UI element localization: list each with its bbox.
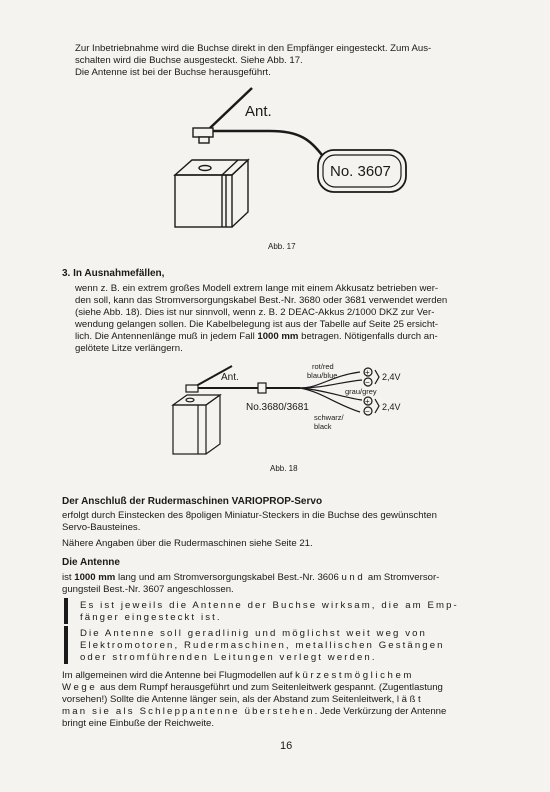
fig18-minus-2: − xyxy=(365,407,370,416)
fig18-cable-label: No.3680/3681 xyxy=(246,402,309,413)
antenna-para-line-1: Im allgemeinen wird die Antenne bei Flugmodellen auf kürzestmöglichem xyxy=(62,670,414,681)
section3-line-2: den soll, kann das Stromversorgungskabel Best.-Nr. 3680 oder 3681 verwendet werden xyxy=(75,295,448,306)
fig18-red-label: rot/red xyxy=(312,362,334,371)
fig18-caption: Abb. 18 xyxy=(270,464,298,473)
note1-line-1: Es ist jeweils die Antenne der Buchse wirksam, die am Emp- xyxy=(80,600,459,611)
fig18-grey-label: grau/grey xyxy=(345,387,377,396)
antenna-para-line-2: Wege aus dem Rumpf herausgeführt und zum Seitenleitwerk gespannt. (Zugentlastung xyxy=(62,682,443,693)
antenna-para-line-5: bringt eine Einbuße der Reichweite. xyxy=(62,718,214,729)
antenna-para-line-3: vorsehen!) Sollte die Antenne länger sein, als der Abstand zum Seitenleitwerk, läßt xyxy=(62,694,424,705)
intro-line-2: schalten wird die Buchse ausgesteckt. Siehe Abb. 17. xyxy=(75,55,303,66)
servo-line-3: Nähere Angaben über die Rudermaschinen siehe Seite 21. xyxy=(62,538,313,549)
section3-heading: 3. In Ausnahmefällen, xyxy=(62,268,165,279)
fig18-black-label-2: black xyxy=(314,422,332,431)
antenna-line-2: gungsteil Best.-Nr. 3607 angeschlossen. xyxy=(62,584,234,595)
fig17-caption: Abb. 17 xyxy=(268,242,296,251)
fig17-ant-label: Ant. xyxy=(245,103,272,120)
note-bar-2 xyxy=(64,626,68,664)
fig17-box-label: No. 3607 xyxy=(330,163,391,180)
intro-line-1: Zur Inbetriebnahme wird die Buchse direkt in den Empfänger eingesteckt. Zum Aus- xyxy=(75,43,432,54)
fig18-plus-2: + xyxy=(365,397,370,406)
section3-line-5: lich. Die Antennenlänge muß in jedem Fall 1000 mm betragen. Nötigenfalls durch an- xyxy=(75,331,438,342)
fig18-ant-label: Ant. xyxy=(221,372,239,383)
section3-line-4: wendung gelangen sollen. Die Kabelbelegung ist aus der Tabelle auf Seite 25 ersicht- xyxy=(75,319,439,330)
note2-line-1: Die Antenne soll geradlinig und möglichst weit weg von xyxy=(80,628,427,639)
fig18-blue-label: blau/blue xyxy=(307,371,338,380)
note-bar-1 xyxy=(64,598,68,624)
intro-line-3: Die Antenne ist bei der Buchse herausgeführt. xyxy=(75,67,271,78)
antenna-heading: Die Antenne xyxy=(62,557,120,568)
antenna-line-1: ist 1000 mm lang und am Stromversorgungskabel Best.-Nr. 3606 und am Stromversor- xyxy=(62,572,440,583)
section3-line-1: wenn z. B. ein extrem großes Modell extrem lange mit einem Akkusatz betrieben wer- xyxy=(75,283,439,294)
note2-line-3: oder stromführenden Leitungen verlegt werden. xyxy=(80,652,377,663)
page-number: 16 xyxy=(280,740,293,752)
note2-line-2: Elektromotoren, Rudermaschinen, metallischen Gestängen xyxy=(80,640,445,651)
servo-line-2: Servo-Bausteines. xyxy=(62,522,141,533)
fig18-plus-1: + xyxy=(365,368,370,377)
note1-line-2: fänger eingesteckt ist. xyxy=(80,612,222,623)
servo-heading: Der Anschluß der Rudermaschinen VARIOPROP-Servo xyxy=(62,496,323,507)
section3-line-6: gelötete Litze verlängern. xyxy=(75,343,183,354)
section3-line-3: (siehe Abb. 18). Dies ist nur sinnvoll, wenn z. B. 2 DEAC-Akkus 2/1000 DKZ zur Ver- xyxy=(75,307,435,318)
fig18-black-label-1: schwarz/ xyxy=(314,413,344,422)
fig18-minus-1: − xyxy=(365,378,370,387)
servo-line-1: erfolgt durch Einstecken des 8poligen Miniatur-Steckers in die Buchse des gewünschten xyxy=(62,510,437,521)
antenna-para-line-4: man sie als Schleppantenne überstehen. Jede Verkürzung der Antenne xyxy=(62,706,447,717)
fig18-voltage-1: 2,4V xyxy=(382,372,401,382)
fig18-voltage-2: 2,4V xyxy=(382,402,401,412)
